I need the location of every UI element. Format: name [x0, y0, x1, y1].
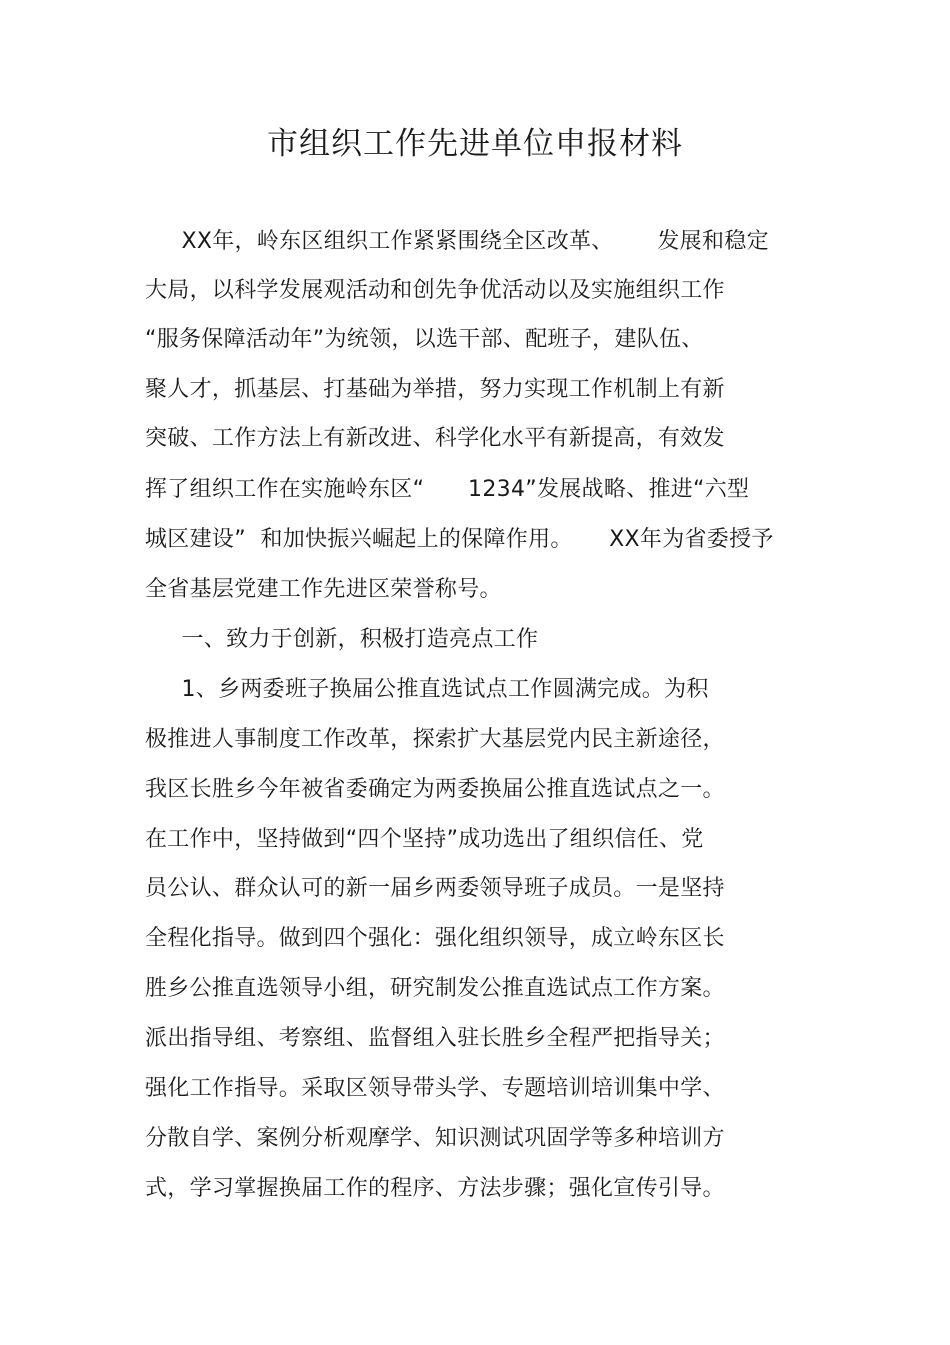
body-line: 大局，以科学发展观活动和创先争优活动以及实施组织工作 — [145, 278, 725, 303]
body-line: XX年，岭东区组织工作紧紧围绕全区改革、 发展和稳定 — [145, 229, 769, 254]
body-line: “服务保障活动年”为统领，以选干部、配班子，建队伍、 — [145, 327, 704, 352]
body-line: 挥了组织工作在实施岭东区“ 1234”发展战略、推进“六型 — [145, 477, 750, 502]
body-line: 胜乡公推直选领导小组，研究制发公推直选试点工作方案。 — [145, 976, 725, 1001]
body-line: 派出指导组、考察组、监督组入驻长胜乡全程严把指导关； — [145, 1026, 725, 1051]
body-line: 式，学习掌握换届工作的程序、方法步骤；强化宣传引导。 — [145, 1176, 725, 1201]
body-line: 在工作中，坚持做到“四个坚持”成功选出了组织信任、党 — [145, 827, 704, 852]
body-line: 聚人才，抓基层、打基础为举措，努力实现工作机制上有新 — [145, 377, 725, 402]
body-line: 突破、工作方法上有新改进、科学化水平有新提高，有效发 — [145, 426, 725, 451]
body-line: 全程化指导。做到四个强化：强化组织领导，成立岭东区长 — [145, 926, 725, 951]
body-line: 分散自学、案例分析观摩学、知识测试巩固学等多种培训方 — [145, 1126, 725, 1151]
body-line: 我区长胜乡今年被省委确定为两委换届公推直选试点之一。 — [145, 777, 725, 802]
body-line: 全省基层党建工作先进区荣誉称号。 — [145, 577, 502, 602]
body-line: 1、乡两委班子换届公推直选试点工作圆满完成。为积 — [145, 677, 709, 702]
body-line: 员公认、群众认可的新一届乡两委领导班子成员。一是坚持 — [145, 876, 725, 901]
body-line: 极推进人事制度工作改革，探索扩大基层党内民主新途径， — [145, 727, 725, 752]
section-heading: 一、致力于创新，积极打造亮点工作 — [145, 627, 539, 652]
body-line: 城区建设” 和加快振兴崛起上的保障作用。 XX年为省委授予 — [145, 527, 774, 552]
body-line: 强化工作指导。采取区领导带头学、专题培训培训集中学、 — [145, 1076, 725, 1101]
document-title: 市组织工作先进单位申报材料 — [267, 126, 683, 162]
